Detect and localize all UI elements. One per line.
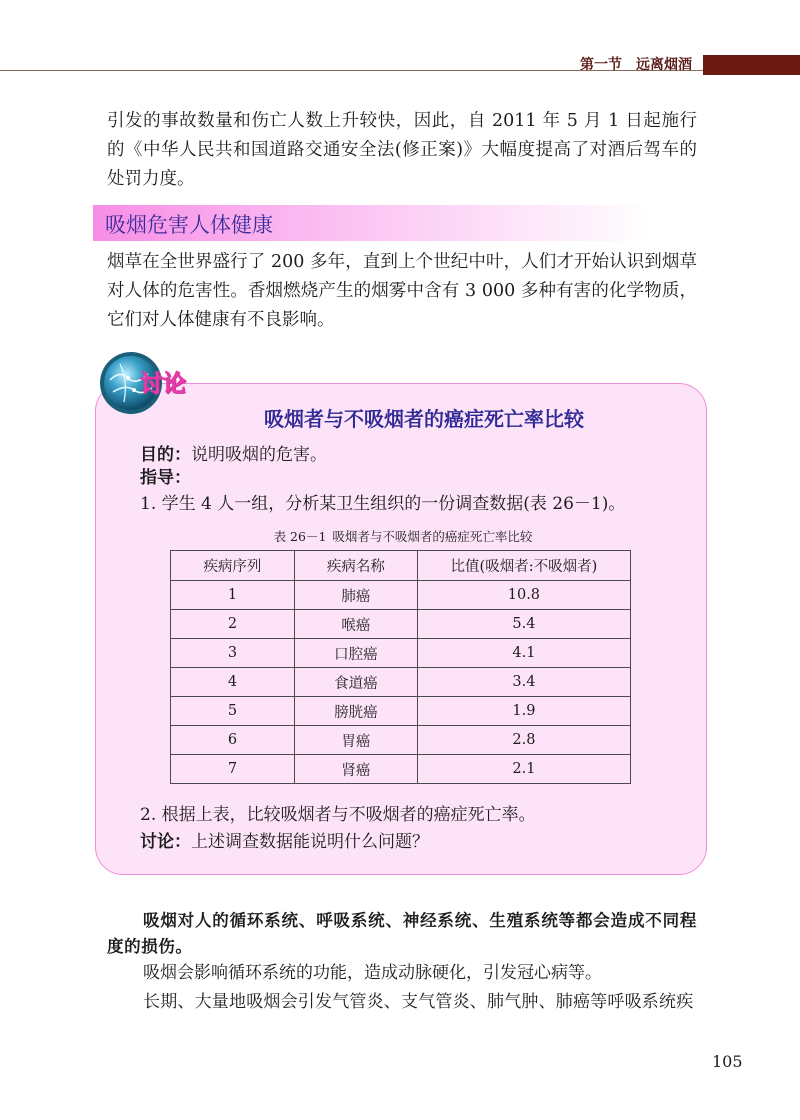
discussion-label: 讨论 <box>140 371 186 397</box>
table-cell: 1.9 <box>417 697 630 726</box>
step-2: 2. 根据上表，比较吸烟者与不吸烟者的癌症死亡率。 <box>140 805 536 825</box>
table-header-cell: 疾病序列 <box>171 551 295 581</box>
table-row <box>171 697 631 726</box>
table-cell: 胃癌 <box>294 726 417 755</box>
step-1: 1. 学生 4 人一组，分析某卫生组织的一份调查数据(表 26－1)。 <box>140 494 626 514</box>
table-cell: 5.4 <box>417 610 630 639</box>
table-cell: 4 <box>171 668 295 697</box>
section-heading-bar <box>93 205 653 241</box>
table-caption-number: 表 26－1 <box>273 529 327 544</box>
header-color-block <box>703 55 800 75</box>
purpose-line <box>140 443 327 467</box>
table-header-cell: 比值(吸烟者:不吸烟者) <box>417 551 630 581</box>
table-caption-text: 吸烟者与不吸烟者的癌症死亡率比较 <box>332 529 533 544</box>
purpose-label: 目的： <box>140 445 191 465</box>
intro-paragraph: 引发的事故数量和伤亡人数上升较快，因此，自 2011 年 5 月 1 日起施行的《中华人民共和国道路交通安全法(修正案)》大幅度提高了对酒后驾车的处罚力度。 <box>107 111 697 189</box>
table-cell: 1 <box>171 581 295 610</box>
table-cell: 2 <box>171 610 295 639</box>
running-header <box>0 55 800 75</box>
table-cell: 4.1 <box>417 639 630 668</box>
table-row <box>171 639 631 668</box>
table-cell: 2.8 <box>417 726 630 755</box>
table-caption <box>0 527 800 545</box>
page-number: 105 <box>712 1052 743 1071</box>
table-row <box>171 610 631 639</box>
discussion-title <box>0 403 800 432</box>
table-cell: 3 <box>171 639 295 668</box>
header-section-number: 第一节 <box>580 57 622 73</box>
guide-label: 指导： <box>140 468 191 488</box>
section-heading: 吸烟危害人体健康 <box>105 213 273 237</box>
discuss-line <box>140 830 429 854</box>
table-cell: 口腔癌 <box>294 639 417 668</box>
table-row <box>171 726 631 755</box>
table-cell: 3.4 <box>417 668 630 697</box>
table-cell: 7 <box>171 755 295 784</box>
purpose-text: 说明吸烟的危害。 <box>191 445 327 465</box>
table-header-row <box>171 551 631 581</box>
discuss-label: 讨论： <box>140 832 191 852</box>
table-cell: 10.8 <box>417 581 630 610</box>
table-row <box>171 755 631 784</box>
table-cell: 2.1 <box>417 755 630 784</box>
table-cell: 食道癌 <box>294 668 417 697</box>
header-section-title: 远离烟酒 <box>636 57 692 73</box>
discuss-text: 上述调查数据能说明什么问题？ <box>191 832 429 852</box>
section-paragraph: 烟草在全世界盛行了 200 多年，直到上个世纪中叶，人们才开始认识到烟草对人体的危害性。香烟燃烧产生的烟雾中含有 3 000 多种有害的化学物质，它们对人体健康有不良影响。 <box>107 252 697 330</box>
table-cell: 肾癌 <box>294 755 417 784</box>
data-table <box>170 550 631 784</box>
body-line-2: 长期、大量地吸烟会引发气管炎、支气管炎、肺气肿、肺癌等呼吸系统疾 <box>143 992 694 1012</box>
table-row <box>171 668 631 697</box>
table-cell: 喉癌 <box>294 610 417 639</box>
body-line-1: 吸烟会影响循环系统的功能，造成动脉硬化，引发冠心病等。 <box>143 963 602 983</box>
table-cell: 5 <box>171 697 295 726</box>
table-cell: 6 <box>171 726 295 755</box>
table-header-cell: 疾病名称 <box>294 551 417 581</box>
table-row <box>171 581 631 610</box>
discussion-title-text: 吸烟者与不吸烟者的癌症死亡率比较 <box>264 407 584 431</box>
table-cell: 肺癌 <box>294 581 417 610</box>
table-cell: 膀胱癌 <box>294 697 417 726</box>
bold-paragraph: 吸烟对人的循环系统、呼吸系统、神经系统、生殖系统等都会造成不同程度的损伤。 <box>107 911 697 956</box>
